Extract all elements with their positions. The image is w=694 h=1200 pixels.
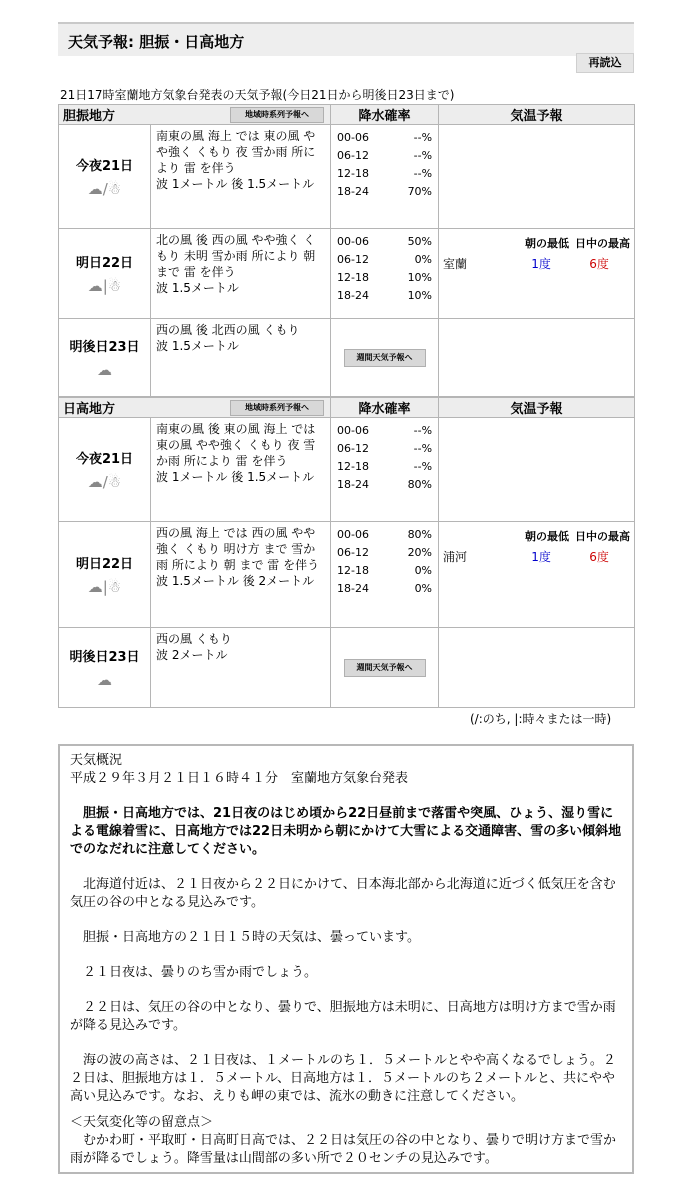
day-cell <box>59 418 151 522</box>
pop-list: 00-06 50% 06-12 0% 12-18 10% 18-24 10% <box>331 229 439 319</box>
timeseries-button[interactable]: 地域時系列予報へ <box>230 107 324 123</box>
pop-list: 00-06 --% 06-12 --% 12-18 --% 18-24 80% <box>331 418 439 522</box>
temp-max-header: 日中の最高 <box>575 237 631 250</box>
day-label: 今夜21日 <box>75 452 134 467</box>
cloud-then-snowman-icon: ☁/☃ <box>87 180 122 198</box>
temp-header: 気温予報 <box>439 105 635 125</box>
cloud-sometimes-snowman-icon: ☁|☃ <box>87 578 122 596</box>
timeseries-button[interactable]: 地域時系列予報へ <box>230 400 324 416</box>
region-header <box>59 105 331 125</box>
region-name: 日高地方 <box>63 402 116 417</box>
pop-list: 00-06 80% 06-12 20% 12-18 0% 18-24 0% <box>331 522 439 628</box>
overview-issued: 平成２９年３月２１日１６時４１分 室蘭地方気象台発表 <box>70 771 409 786</box>
page-title: 天気予報: 胆振・日高地方 <box>68 33 245 51</box>
region-header <box>59 398 331 418</box>
forecast-desc: 西の風 くもり 波 2メートル <box>151 628 331 708</box>
overview-para: ２２日は、気圧の谷の中となり、曇りで、胆振地方は未明に、日高地方は明け方まで雪か雨が降る見込みです。 <box>70 1000 616 1033</box>
temp-empty <box>439 628 635 708</box>
day-label: 明日22日 <box>75 557 134 572</box>
temp-cell <box>439 522 635 628</box>
notes-text: むかわ町・平取町・日高町日高では、２２日は気圧の谷の中となり、曇りで明け方まで雪か雨が降るでしょう。降雪量は山間部の多い所で２０センチの見込みです。 <box>70 1133 617 1166</box>
temp-max-header: 日中の最高 <box>575 530 631 543</box>
forecast-desc: 南東の風 海上 では 東の風 やや強く くもり 夜 雪か雨 所により 雷 を伴う 波 1メートル 後 1.5メートル <box>151 125 331 229</box>
cloud-icon: ☁ <box>97 361 112 379</box>
day-cell <box>59 229 151 319</box>
temp-empty <box>439 319 635 397</box>
overview-para: 海の波の高さは、２１日夜は、１メートルのち１．５メートルとやや高くなるでしょう。２２日は、胆振地方は１．５メートル、日高地方は１．５メートルのち２メートルと、共にやや高い見込みです。なお、えりも岬の東では、流氷の動きに注意してください。 <box>70 1053 616 1104</box>
page-title-bar <box>58 22 634 56</box>
reload-button[interactable]: 再読込 <box>576 53 634 73</box>
forecast-desc: 南東の風 後 東の風 海上 では 東の風 やや強く くもり 夜 雪か雨 所により 雷 を伴う 波 1メートル 後 1.5メートル <box>151 418 331 522</box>
overview-para: 胆振・日高地方の２１日１５時の天気は、曇っています。 <box>70 930 420 945</box>
day-label: 今夜21日 <box>75 159 134 174</box>
temp-min: 1度 <box>531 550 551 564</box>
city-name: 室蘭 <box>443 257 468 271</box>
icon-legend: (/:のち, |:時々または一時) <box>470 712 612 726</box>
day-cell <box>59 628 151 708</box>
day-label: 明日22日 <box>75 256 134 271</box>
forecast-desc: 西の風 後 北西の風 くもり 波 1.5メートル <box>151 319 331 397</box>
city-name: 浦河 <box>443 550 468 564</box>
notes-title: ＜天気変化等の留意点＞ <box>70 1115 214 1130</box>
weekly-forecast-button[interactable]: 週間天気予報へ <box>344 659 426 677</box>
overview-title: 天気概況 <box>70 753 123 768</box>
pop-header: 降水確率 <box>331 398 439 418</box>
day-cell <box>59 522 151 628</box>
forecast-table-hidaka <box>58 397 635 708</box>
forecast-desc: 西の風 海上 では 西の風 やや強く くもり 明け方 まで 雪か雨 所により 朝 まで 雷 を伴う 波 1.5メートル 後 2メートル <box>151 522 331 628</box>
cloud-then-snowman-icon: ☁/☃ <box>87 473 122 491</box>
pop-header: 降水確率 <box>331 105 439 125</box>
pop-list: 00-06 --% 06-12 --% 12-18 --% 18-24 70% <box>331 125 439 229</box>
cloud-icon: ☁ <box>97 671 112 689</box>
temp-header: 気温予報 <box>439 398 635 418</box>
forecast-desc: 北の風 後 西の風 やや強く くもり 未明 雪か雨 所により 朝 まで 雷 を伴う 波 1.5メートル <box>151 229 331 319</box>
weather-overview <box>58 744 634 1174</box>
weekly-forecast-button[interactable]: 週間天気予報へ <box>344 349 426 367</box>
temp-min-header: 朝の最低 <box>525 530 570 543</box>
forecast-table-iburi <box>58 104 635 397</box>
temp-empty <box>439 125 635 229</box>
overview-para: ２１日夜は、曇りのち雪か雨でしょう。 <box>70 965 318 980</box>
weekly-cell <box>331 628 439 708</box>
day-label: 明後日23日 <box>69 340 140 355</box>
weekly-cell <box>331 319 439 397</box>
temp-cell <box>439 229 635 319</box>
temp-max: 6度 <box>589 550 609 564</box>
day-cell <box>59 319 151 397</box>
temp-empty <box>439 418 635 522</box>
temp-min-header: 朝の最低 <box>525 237 570 250</box>
day-label: 明後日23日 <box>69 650 140 665</box>
overview-warning: 胆振・日高地方では、21日夜のはじめ頃から22日昼前まで落雷や突風、ひょう、湿り雪による電線着雪に、日高地方では22日未明から朝にかけて大雪による交通障害、雪の多い傾斜地でのなだれに注意してください。 <box>70 806 622 857</box>
temp-min: 1度 <box>531 257 551 271</box>
region-name: 胆振地方 <box>63 109 116 124</box>
day-cell <box>59 125 151 229</box>
temp-max: 6度 <box>589 257 609 271</box>
cloud-sometimes-snowman-icon: ☁|☃ <box>87 277 122 295</box>
overview-para: 北海道付近は、２１日夜から２２日にかけて、日本海北部から北海道に近づく低気圧を含む気圧の谷の中となる見込みです。 <box>70 877 616 910</box>
forecast-caption: 21日17時室蘭地方気象台発表の天気予報(今日21日から明後日23日まで) <box>60 88 455 102</box>
